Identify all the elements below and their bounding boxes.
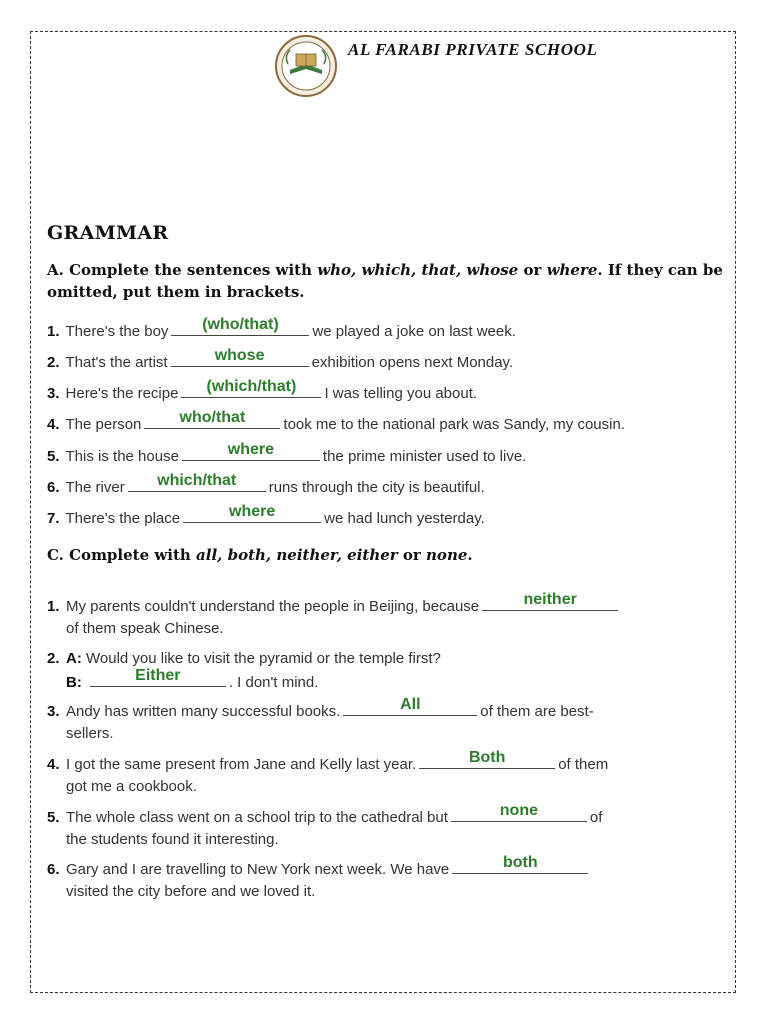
answer-blank[interactable]: none — [451, 805, 587, 822]
answer-blank[interactable]: All — [343, 699, 477, 716]
section-heading: GRAMMAR — [47, 222, 169, 244]
school-logo — [274, 34, 338, 98]
exercise-a-item: 7. There's the place where we had lunch yesterday. — [47, 503, 485, 527]
exercise-c-item: 4. I got the same present from Jane and Kelly last year. Both of them got me a cookbook. — [47, 749, 609, 795]
instruction-a: A. Complete the sentences with who, which, that, whose or where. If they can be omitted, put them in brackets. — [47, 261, 723, 301]
exercise-a-item: 5. This is the house where the prime minister used to live. — [47, 441, 527, 465]
answer-blank[interactable]: Either — [90, 670, 226, 687]
answer-blank[interactable]: who/that — [144, 412, 280, 429]
answer-blank[interactable]: where — [183, 506, 321, 523]
exercise-c-item: 3. Andy has written many successful books. All of them are best- sellers. — [47, 696, 594, 742]
exercise-c-item: 5. The whole class went on a school trip to the cathedral but none of the students found it interesting. — [47, 802, 603, 848]
answer-blank[interactable]: whose — [171, 350, 309, 367]
school-name: AL FARABI PRIVATE SCHOOL — [348, 40, 598, 59]
exercise-c-item: 2. A: Would you like to visit the pyramid or the temple first? B: Either . I don't mind. — [47, 650, 441, 691]
answer-blank[interactable]: which/that — [128, 475, 266, 492]
answer-blank[interactable]: both — [452, 857, 588, 874]
exercise-a-item: 2. That's the artist whose exhibition opens next Monday. — [47, 347, 514, 371]
exercise-a-item: 6. The river which/that runs through the city is beautiful. — [47, 472, 485, 496]
answer-blank[interactable]: Both — [419, 752, 555, 769]
answer-blank[interactable]: (which/that) — [181, 381, 321, 398]
exercise-a-item: 1. There's the boy (who/that) we played a joke on last week. — [47, 316, 516, 340]
exercise-c-item: 6. Gary and I are travelling to New York next week. We have both visited the city before and we loved it. — [47, 857, 591, 903]
answer-blank[interactable]: neither — [482, 594, 618, 611]
exercise-c-item: 1. My parents couldn't understand the people in Beijing, because neither of them speak Chinese. — [47, 594, 621, 640]
exercise-a-item: 4. The person who/that took me to the national park was Sandy, my cousin. — [47, 409, 625, 433]
answer-blank[interactable]: (who/that) — [171, 319, 309, 336]
exercise-a-item: 3. Here's the recipe (which/that) I was telling you about. — [47, 378, 478, 402]
instruction-c: C. Complete with all, both, neither, either or none. — [47, 546, 473, 564]
answer-blank[interactable]: where — [182, 444, 320, 461]
